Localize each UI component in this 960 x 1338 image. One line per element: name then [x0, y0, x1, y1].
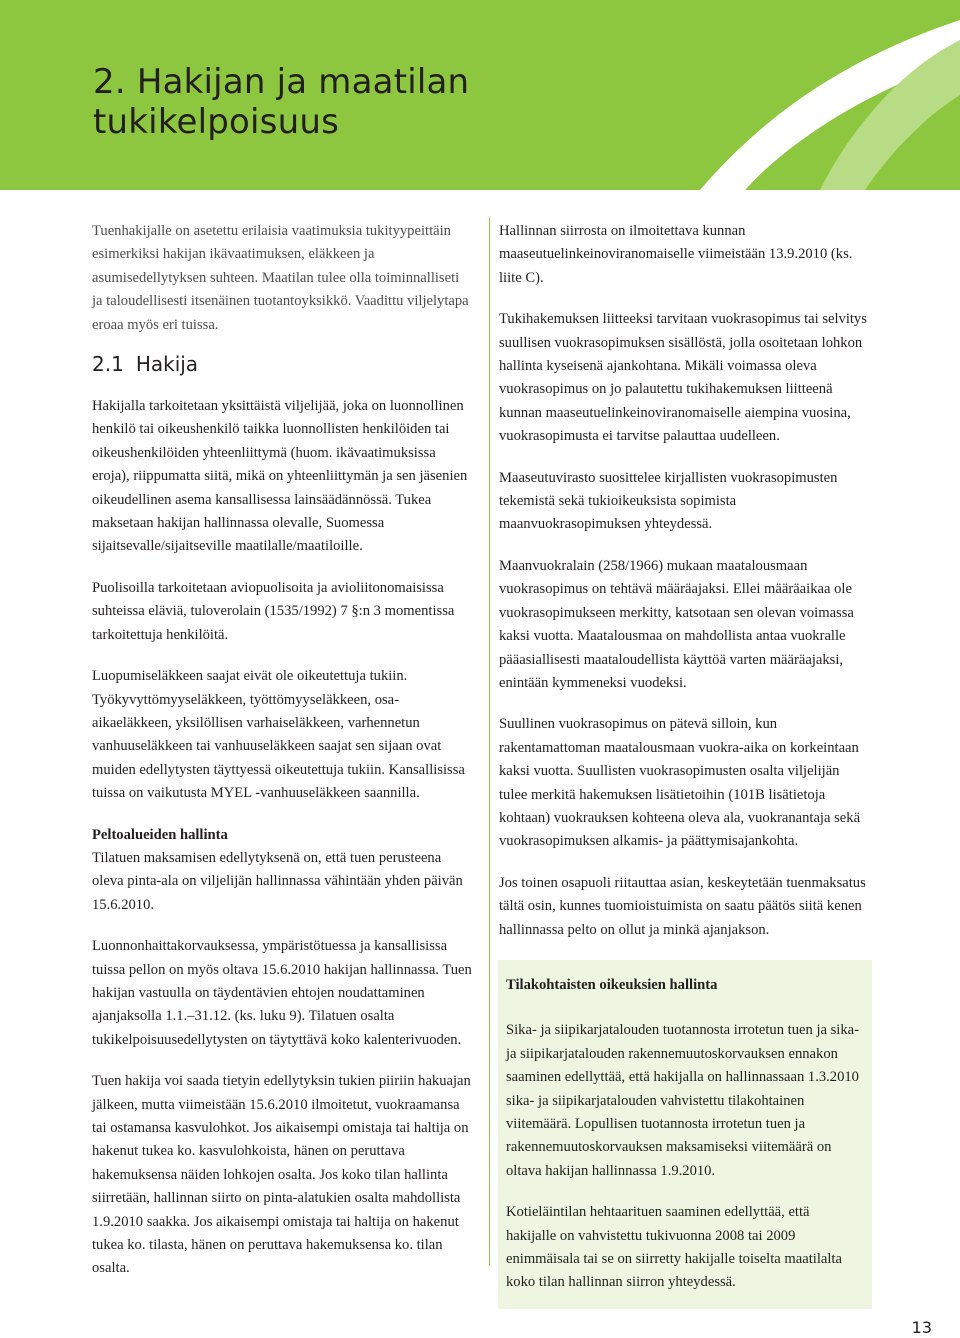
oral-lease-paragraph: Suullinen vuokrasopimus on pätevä silloin, kun rakentamattoman maatalousmaan vuokra-aika on korkeintaan kaksi vuotta. Suullisten vuokrasopimusten osalta viljelijän tulee merkitä hakemuksen lisätietoihin (101B lisätietoja kohtaan) vuokrauksen kohteena oleva ala, vuokranantaja sekä vuokrasopimuksen alkamis- ja päättymisajankohta. [499, 716, 861, 850]
info-box [498, 960, 872, 1309]
pension-paragraph: Luopumiseläkkeen saajat eivät ole oikeutettuja tukiin. Työkyvyttömyyseläkkeen, työttömyyseläkkeen, osa-aikaeläkkeen, yksilöllisen varhaiseläkkeen, varhennetun vanhuuseläkkeen tai vanhuuseläkkeen saajat sen sijaan ovat muiden edellytysten täyttyessä oikeutettuja tukiin. Kansallisissa tuissa on vaikutusta MYEL -vanhuuseläkkeen saannilla. [92, 668, 465, 802]
chapter-title-line-2: tukikelpoisuus [93, 102, 340, 142]
info-box-title: Tilakohtaisten oikeuksien hallinta [506, 976, 718, 993]
left-column [92, 220, 472, 1299]
chapter-title-line-1: 2. Hakijan ja maatilan [93, 62, 470, 102]
lease-law-paragraph: Maanvuokralain (258/1966) mukaan maatalousmaan vuokrasopimus on tehtävä määräajaksi. Ellei määräaikaa ole vuokrasopimukseen merkitty, katsotaan sen olevan voimassa kaksi vuotta. Maatalousmaa on mahdollista antaa vuokralle pääasiallisesti maataloudellista käyttöä varten määräajaksi, enintään kymmeneksi vuodeksi. [499, 557, 854, 691]
hakija-definition-paragraph: Hakijalla tarkoitetaan yksittäistä viljelijää, joka on luonnollinen henkilö tai oikeushenkilö taikka luonnollisten henkilöiden tai oikeushenkilöiden yhteenliittymä (huom. ikävaatimuksissa eroja), riippumatta siitä, mikä on yhteenliittymän ja sen jäsenien oikeudellinen asema kansallisessa lainsäädännössä. Tukea maksetaan hakijan hallinnassa olevalle, Suomessa sijaitsevalle/sijaitseville maatilalle/maatiloille. [92, 398, 468, 555]
plot-transfer-paragraph: Tuen hakija voi saada tietyin edellytyksin tukien piiriin hakuajan jälkeen, mutta viimeistään 15.6.2010 ilmoitetut, vuokraamansa tai ostamansa kasvulohkot. Jos aikaisempi omistaja tai haltija on hakenut tukea ko. kasvulohkoista, hänen on peruttava hakemuksensa näiden lohkojen osalta. Jos koko tilan hallinta siirretään, hallinnan siirto on pinta-alatukien osalta mahdollista 1.9.2010 saakka. Jos aikaisempi omistaja tai haltija on hakenut tukea ko. tilasta, hänen on peruttava hakemuksensa ko. tilan osalta. [92, 1073, 471, 1277]
info-box-paragraph-2: Kotieläintilan hehtaarituen saaminen edellyttää, että hakijalle on vahvistettu tukivuonna 2008 tai 2009 enimmäisala tai se on siirretty hakijalle toiselta maatilalta koko tilan hallinnan siirron yhteydessä. [506, 1204, 842, 1291]
field-management-paragraph: Tilatuen maksamisen edellytyksenä on, että tuen perusteena oleva pinta-ala on viljelijän hallinnassa vähintään yhden päivän 15.6.2010. [92, 849, 463, 913]
dispute-paragraph: Jos toinen osapuoli riitauttaa asian, keskeytetään tuenmaksatus tältä osin, kunnes tuomioistuimista on saatu päätös siitä kenen hallinnassa pelto on ollut ja minkä ajanjakson. [499, 874, 866, 938]
transfer-notice-paragraph: Hallinnan siirrosta on ilmoitettava kunnan maaseutuelinkeinoviranomaiselle viimeistään 13.9.2010 (ks. liite C). [499, 223, 853, 286]
written-lease-paragraph: Maaseutuvirasto suosittelee kirjallisten vuokrasopimusten tekemistä sekä tukioikeuksista sopimista maanvuokrasopimuksen yhteydessä. [499, 469, 838, 533]
info-box-paragraph-1: Sika- ja siipikarjatalouden tuotannosta irrotetun tuen ja sika- ja siipikarjatalouden rakennemuutoskorvauksen ennakon saaminen edellyttää, että hakijalla on hallinnassaan 1.3.2010 sika- ja siipikarjatalouden vahvistettu tilakohtainen viitemäärä. Lopullisen tuotannosta irrotetun tuen ja rakennemuutoskorvauksen maksamiseksi viitemäärä on oltava hakijan hallinnassa 1.9.2010. [506, 1022, 859, 1179]
subheading-field-management: Peltoalueiden hallinta [92, 826, 228, 843]
right-column [499, 220, 871, 1309]
compensation-paragraph: Luonnonhaittakorvauksessa, ympäristötuessa ja kansallisissa tuissa pellon on myös oltava 15.6.2010 hakijan hallinnassa. Tuen hakijan vastuulla on täydentävien ehtojen noudattaminen ajanjaksolla 1.1.–31.12. (ks. luku 9). Tilatuen osalta tukikelpoisuusedellytysten on täytyttävä koko kalenterivuoden. [92, 938, 472, 1048]
column-divider [489, 218, 490, 1266]
section-heading [92, 351, 472, 377]
page-number: 13 [911, 1318, 932, 1337]
section-title: Hakija [135, 352, 199, 377]
chapter-title [93, 62, 469, 142]
chapter-header-band [0, 0, 960, 190]
lease-attachment-paragraph: Tukihakemuksen liitteeksi tarvitaan vuokrasopimus tai selvitys suullisen vuokrasopimuksen sisällöstä, jolla osoitetaan lohkon hallinta kyseisenä ajankohtana. Mikäli voimassa oleva vuokrasopimus on jo palautettu tukihakemuksen liitteenä kunnan maaseutuelinkeinoviranomaiselle aiempina vuosina, vuokrasopimusta ei tarvitse palauttaa uudelleen. [499, 311, 867, 445]
spouses-paragraph: Puolisoilla tarkoitetaan aviopuolisoita ja avioliitonomaisissa suhteissa eläviä, tuloverolain (1535/1992) 7 §:n 3 momentissa tarkoitettuja henkilöitä. [92, 579, 455, 643]
intro-paragraph: Tuenhakijalle on asetettu erilaisia vaatimuksia tukityypeittäin esimerkiksi hakijan ikävaatimuksen, eläkkeen ja asumisedellytyksen suhteen. Maatilan tulee olla toiminnalliseti ja taloudellisesti itsenäinen tuotantoyksikkö. Vaadittu viljelytapa eroaa myös eri tuissa. [92, 223, 469, 333]
section-number: 2.1 [92, 352, 124, 377]
